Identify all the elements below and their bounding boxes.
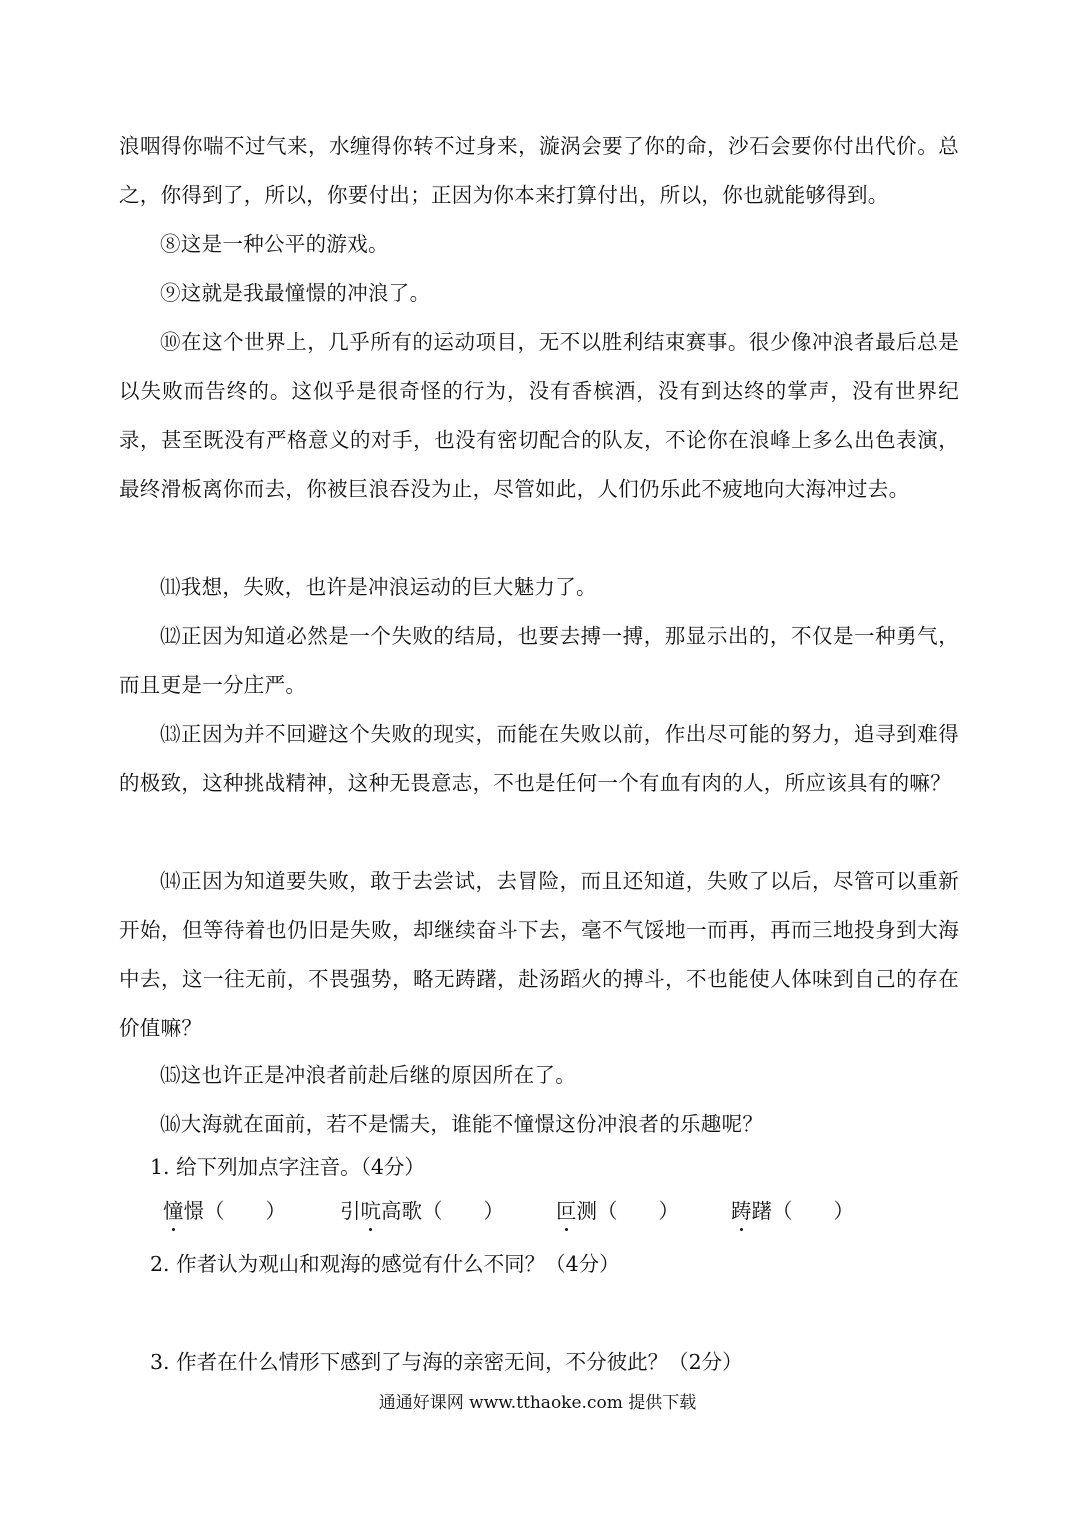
question-2: 2. 作者认为观山和观海的感觉有什么不同？（4分）: [150, 1252, 620, 1276]
paragraph-8: ⑧这是一种公平的游戏。: [160, 232, 389, 256]
paragraph-16: ⒃大海就在面前，若不是懦夫，谁能不憧憬这份冲浪者的乐趣呢？: [160, 1112, 764, 1136]
question-1: 1. 给下列加点字注音。（4分）: [150, 1155, 425, 1179]
paragraph-15: ⒂这也许正是冲浪者前赴后继的原因所在了。: [160, 1063, 576, 1087]
paragraph-14: ⒁正因为知道要失败，敢于去尝试，去冒险，而且还知道，失败了以后，尽管可以重新开始，但等待着也仍旧是失败，却继续奋斗下去，毫不气馁地一而再，再而三地投身到大海中去，这一往无前，不畏强势，略无踌躇，赴汤蹈火的搏斗，不也能使人体味到自己的存在价值嘛？: [119, 869, 959, 1040]
answer-blank: （ ）: [422, 1199, 504, 1223]
page-footer: 通通好课网 www.tthaoke.com 提供下载: [378, 1393, 697, 1413]
pinyin-item-4: 踌躇（ ）: [731, 1196, 854, 1226]
paragraph-13: ⒀正因为并不回避这个失败的现实，而能在失败以前，作出尽可能的努力，追寻到难得的极致，这种挑战精神，这种无畏意志，不也是任何一个有血有肉的人，所应该具有的嘛？: [119, 722, 959, 795]
pinyin-item-1: 憧憬（ ）: [163, 1196, 286, 1226]
dotted-char: 叵: [556, 1196, 577, 1226]
paragraph-10: ⑩在这个世界上，几乎所有的运动项目，无不以胜利结束赛事。很少像冲浪者最后总是以失败而告终的。这似乎是很奇怪的行为，没有香槟酒，没有到达终的掌声，没有世界纪录，甚至既没有严格意义的对手，也没有密切配合的队友，不论你在浪峰上多么出色表演，最终滑板离你而去，你被巨浪吞没为止，尽管如此，人们仍乐此不疲地向大海冲过去。: [119, 330, 959, 501]
paragraph-12: ⑿正因为知道必然是一个失败的结局，也要去搏一搏，那显示出的，不仅是一种勇气，而且更是一分庄严。: [119, 624, 959, 697]
dotted-char: 踌: [731, 1196, 752, 1226]
answer-blank: （ ）: [204, 1199, 286, 1223]
question-3: 3. 作者在什么情形下感到了与海的亲密无间，不分彼此？（2分）: [150, 1350, 743, 1374]
paragraph-11: ⑾我想，失败，也许是冲浪运动的巨大魅力了。: [160, 575, 597, 599]
answer-blank: （ ）: [772, 1199, 854, 1223]
answer-blank: （ ）: [597, 1199, 679, 1223]
paragraph-continued: 浪咽得你喘不过气来，水缠得你转不过身来，漩涡会要了你的命，沙石会要你付出代价。总之，你得到了，所以，你要付出；正因为你本来打算付出，所以，你也就能够得到。: [119, 134, 959, 207]
pinyin-item-2: 引吭高歌（ ）: [340, 1196, 504, 1226]
paragraph-9: ⑨这就是我最憧憬的冲浪了。: [160, 281, 431, 305]
dotted-char: 憧: [163, 1196, 184, 1226]
pinyin-item-3: 叵测（ ）: [556, 1196, 679, 1226]
dotted-char: 吭: [361, 1196, 382, 1226]
